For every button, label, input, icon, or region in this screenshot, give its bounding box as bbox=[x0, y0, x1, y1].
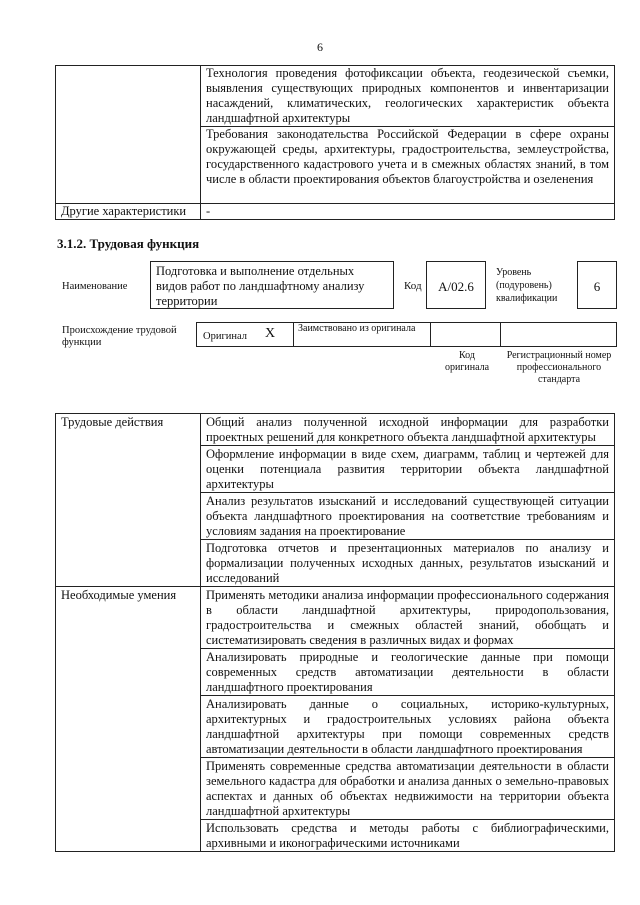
labor-action-item: Оформление информации в виде схем, диаграмм, таблиц и чертежей для оценки потенциала развития территории объекта ландшафтной архитектуры bbox=[201, 446, 615, 493]
registration-number-cell bbox=[500, 322, 617, 347]
code-value: A/02.6 bbox=[426, 261, 486, 309]
registration-caption: Регистрационный номер профессионального стандарта bbox=[506, 350, 612, 385]
skills-label: Необходимые умения bbox=[56, 587, 201, 852]
skill-item: Применять современные средства автоматизации деятельности в области земельного кадастра для обработки и анализа данных о земельно-правовых аспектах и данных об объектах недвижимости на территории объекта ландшафтной архитектуры bbox=[201, 758, 615, 820]
table-row bbox=[56, 414, 615, 446]
original-label: Оригинал bbox=[203, 331, 247, 342]
origin-code-cell bbox=[431, 322, 501, 347]
skill-item: Применять методики анализа информации профессионального содержания в области ландшафтной архитектуры, природопользования, градостроительства и смежных областей знаний, обобщать и систематизировать сведения в различных видах и формах bbox=[201, 587, 615, 649]
table-cell-right: - bbox=[201, 204, 615, 220]
table-cell-left bbox=[56, 66, 201, 204]
table-row bbox=[56, 66, 615, 127]
skill-item: Анализировать природные и геологические данные при помощи современных средств автоматизации деятельности в области ландшафтного проектирования bbox=[201, 649, 615, 696]
name-label: Наименование bbox=[62, 281, 128, 292]
level-label: Уровень (подуровень) квалификации bbox=[496, 267, 558, 304]
code-label: Код bbox=[404, 280, 422, 292]
labor-action-item: Общий анализ полученной исходной информации для разработки проектных решений для конкретного объекта ландшафтной архитектуры bbox=[201, 414, 615, 446]
page-number: 6 bbox=[317, 40, 323, 54]
labor-action-item: Анализ результатов изысканий и исследований существующей ситуации объекта ландшафтного проектирования на соответствие требованиям и условиям задания на проектирование bbox=[201, 493, 615, 540]
labor-actions-label: Трудовые действия bbox=[56, 414, 201, 587]
skill-item: Анализировать данные о социальных, историко-культурных, архитектурных и градостроительных условиях района объекта ландшафтной архитектуры при помощи современных средств автоматизации деятельности в области ландшафтного проектирования bbox=[201, 696, 615, 758]
table-cell-left: Другие характеристики bbox=[56, 204, 201, 220]
skill-item: Использовать средства и методы работы с библиографическими, архивными и иконографическими источниками bbox=[201, 820, 615, 852]
level-value: 6 bbox=[577, 261, 617, 309]
continued-knowledge-table bbox=[55, 65, 615, 220]
table-row bbox=[56, 204, 615, 220]
original-mark: X bbox=[265, 326, 276, 341]
labor-function-table bbox=[55, 413, 615, 852]
labor-action-item: Подготовка отчетов и презентационных материалов по анализу и формализации полученных исходных данных, результатов изысканий и исследований bbox=[201, 540, 615, 587]
code-caption: Код оригинала bbox=[444, 350, 490, 373]
section-title: 3.1.2. Трудовая функция bbox=[57, 236, 200, 251]
table-cell-right: Технология проведения фотофиксации объекта, геодезической съемки, выявления существующих природных компонентов и инвентаризации насаждений, климатических, геологических характеристик объекта ландшафтной архитектуры bbox=[201, 66, 615, 127]
name-value: Подготовка и выполнение отдельных видов работ по ландшафтному анализу территории bbox=[150, 261, 394, 309]
table-row bbox=[56, 587, 615, 649]
borrowed-cell: Заимствовано из оригинала bbox=[293, 322, 431, 347]
table-cell-right: Требования законодательства Российской Федерации в сфере охраны окружающей среды, архитектуры, градостроительства, землеустройства, государственного кадастрового учета и в смежных областях знаний, в том числе в области проектирования объектов благоустройства и озеленения bbox=[201, 127, 615, 204]
original-cell bbox=[196, 322, 293, 347]
origin-label: Происхождение трудовой функции bbox=[62, 325, 177, 348]
